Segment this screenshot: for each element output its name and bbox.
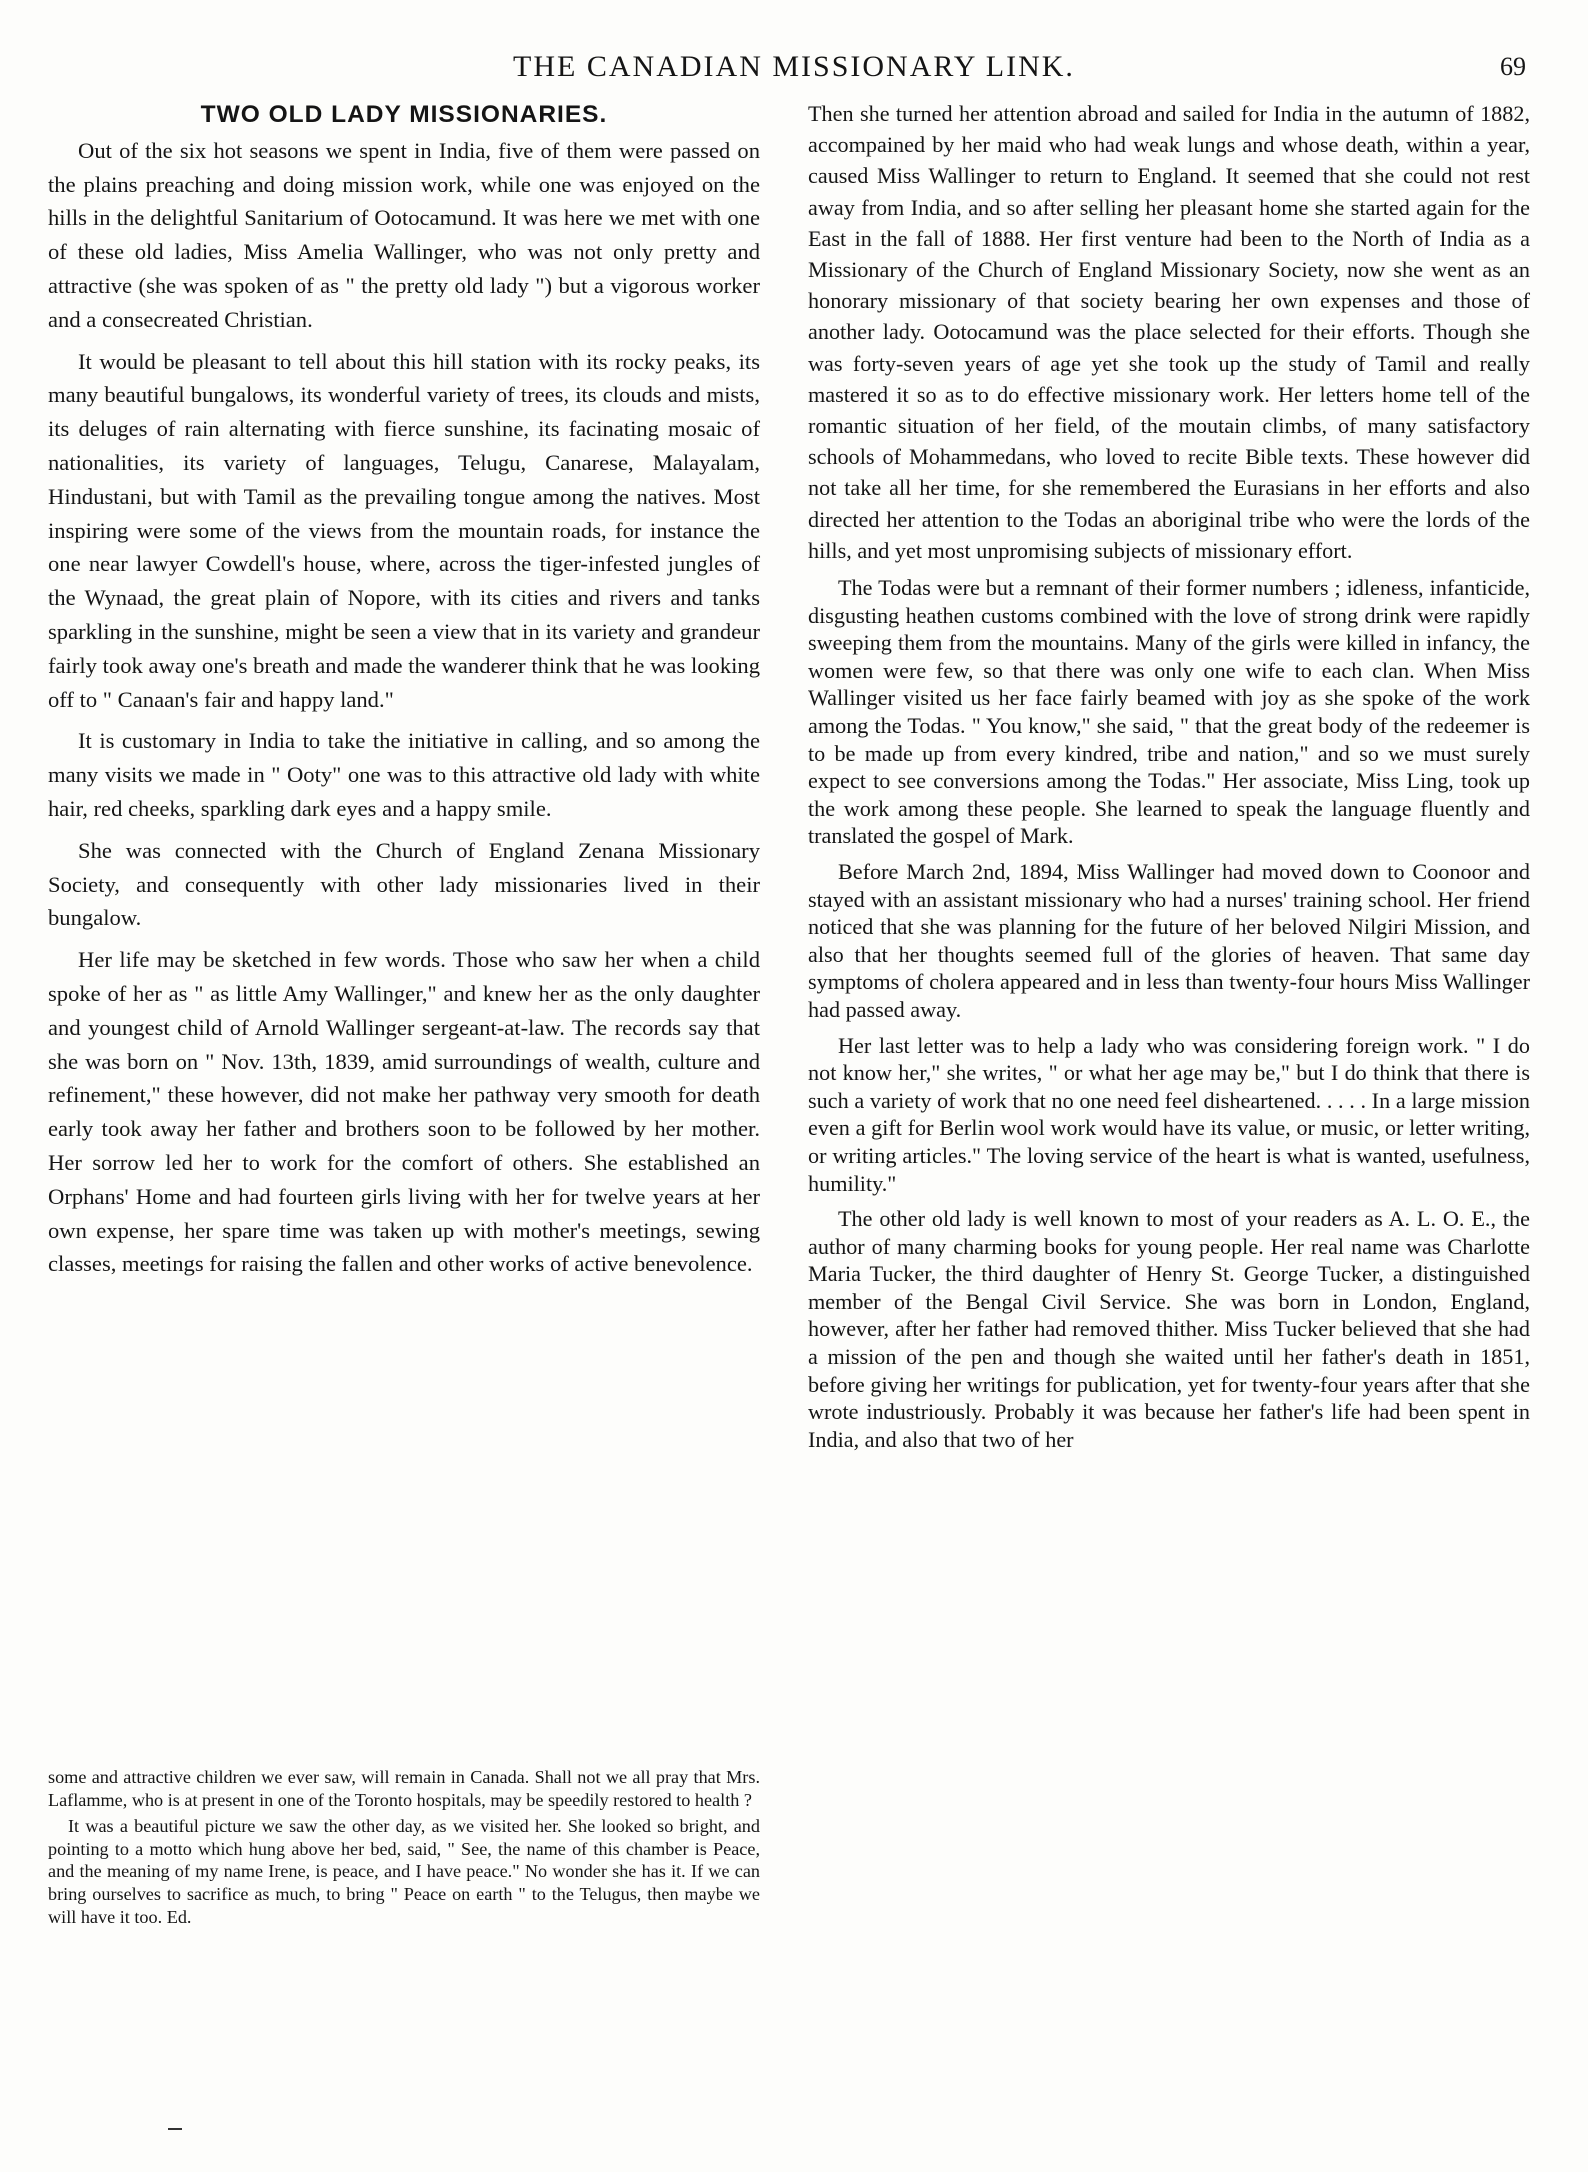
article-title: TWO OLD LADY MISSIONARIES. (200, 101, 608, 128)
article-paragraph: It would be pleasant to tell about this hill station with its rocky peaks, its many beautiful bungalows, its wonderful variety of trees, its clouds and mists, its deluges of rain alternating with fierce sunshine, its facinating mosaic of nationalities, its variety of languages, Telugu, Canarese, Malayalam, Hindustani, but with Tamil as the prevailing tongue among the natives. Most inspiring were some of the views from the mountain roads, for instance the one near lawyer Cowdell's house, where, across the tiger-infested jungles of the Wynaad, the great plain of Nopore, with its cities and rivers and tanks sparkling in the sunshine, might be seen a view that in its variety and grandeur fairly took away one's breath and made the wanderer think that he was looking off to " Canaan's fair and happy land." (48, 348, 760, 712)
article-paragraph: Out of the six hot seasons we spent in India, five of them were passed on the plains preaching and doing mission work, while one was enjoyed on the hills in the delightful Sanitarium of Ootocamund. It was here we met with one of these old ladies, Miss Amelia Wallinger, who was not only pretty and attractive (she was spoken of as " the pretty old lady ") but a vigorous worker and a consecreated Christian. (48, 137, 760, 332)
article-paragraph: Before March 2nd, 1894, Miss Wallinger had moved down to Coonoor and stayed with an assistant missionary who had a nurses' training school. Her friend noticed that she was planning for the future of her beloved Nilgiri Mission, and also that her thoughts seemed full of the glories of heaven. That same day symptoms of cholera appeared and in less than twenty-four hours Miss Wallinger had passed away. (808, 858, 1530, 1022)
article-paragraph: The Todas were but a remnant of their former numbers ; idleness, infanticide, disgusting heathen customs combined with the love of strong drink were rapidly sweeping them from the mountains. Many of the girls were killed in infancy, the women were few, so that there was only one wife to each clan. When Miss Wallinger visited us her face fairly beamed with joy as she spoke of the work among the Todas. " You know," she said, " that the great body of the redeemer is to be made up from every kindred, tribe and nation," and so we must surely expect to see conversions among the Todas." Her associate, Miss Ling, took up the work among these people. She learned to speak the language fluently and translated the gospel of Mark. (808, 575, 1530, 849)
article-paragraph: Her life may be sketched in few words. Those who saw her when a child spoke of her as " as little Amy Wallinger," and knew her as the only daughter and youngest child of Arnold Wallinger sergeant-at-law. The records say that she was born on " Nov. 13th, 1839, amid surroundings of wealth, culture and refinement," these however, did not make her pathway very smooth for death early took away her father and brothers soon to be followed by her mother. Her sorrow led her to work for the comfort of others. She established an Orphans' Home and had fourteen girls living with her for twelve years at her own expense, her spare time was taken up with mother's meetings, sewing classes, meetings for raising the fallen and other works of active benevolence. (48, 947, 760, 1277)
article-paragraph: The other old lady is well known to most of your readers as A. L. O. E., the author of many charming books for young people. Her real name was Charlotte Maria Tucker, the third daughter of Henry St. George Tucker, a distinguished member of the Bengal Civil Service. She was born in London, England, however, after her father had removed thither. Miss Tucker believed that she had a mission of the pen and though she waited until her father's death in 1851, before giving her writings for publication, yet for twenty-four years after that she wrote industriously. Probably it was because her father's life had been spent in India, and also that two of her (808, 1206, 1530, 1452)
article-paragraph: Then she turned her attention abroad and sailed for India in the autumn of 1882, accompained by her maid who had weak lungs and whose death, within a year, caused Miss Wallinger to return to England. It seemed that she could not rest away from India, and so after selling her pleasant home she started again for the East in the fall of 1888. Her first venture had been to the North of India as a Missionary of the Church of England Missionary Society, now she went as an honorary missionary of that society bearing her own expenses and those of another lady. Ootocamund was the place selected for their efforts. Though she was forty-seven years of age yet she took up the study of Tamil and really mastered it so as to do effective missionary work. Her letters home tell of the romantic situation of her field, of the moutain climbs, of many satisfactory schools of Mohammedans, who loved to recite Bible texts. These however did not take all her time, for she remembered the Eurasians in her efforts and also directed her attention to the Todas an aboriginal tribe who were the lords of the hills, and yet most unpromising subjects of missionary effort. (808, 101, 1530, 563)
left-column (48, 98, 760, 1289)
footnote-paragraph: It was a beautiful picture we saw the other day, as we visited her. She looked so bright, and pointing to a motto which hung above her bed, said, " See, the name of this chamber is Peace, and the meaning of my name Irene, is peace, and I have peace." No wonder she has it. If we can bring ourselves to sacrifice as much, to bring " Peace on earth " to the Telugus, then maybe we will have it too. Ed. (48, 1816, 760, 1927)
page-number: 69 (1500, 52, 1526, 81)
right-column-lower (808, 574, 1530, 1453)
footnote-paragraph: some and attractive children we ever saw, will remain in Canada. Shall not we all pray that Mrs. Laflamme, who is at present in one of the Toronto hospitals, may be speedily restored to health ? (48, 1767, 760, 1810)
article-paragraph: She was connected with the Church of England Zenana Missionary Society, and consequently with other lady missionaries lived in their bungalow. (48, 837, 760, 931)
running-head: THE CANADIAN MISSIONARY LINK. (513, 50, 1075, 83)
print-mark (168, 2128, 182, 2130)
article-paragraph: It is customary in India to take the initiative in calling, and so among the many visits we made in " Ooty" one was to this attractive old lady with white hair, red cheeks, sparkling dark eyes and a happy smile. (48, 728, 760, 821)
right-column (808, 98, 1530, 1461)
article-paragraph: Her last letter was to help a lady who was considering foreign work. " I do not know her," she writes, " or what her age may be," but I do think that there is such a variety of work that no one need feel disheartened. . . . . In a large mission even a gift for Berlin wool work would have its value, or music, or letter writing, or writing articles." The loving service of the heart is what is wanted, usefulness, humility." (808, 1032, 1530, 1196)
editor-footnote (48, 1766, 760, 1932)
